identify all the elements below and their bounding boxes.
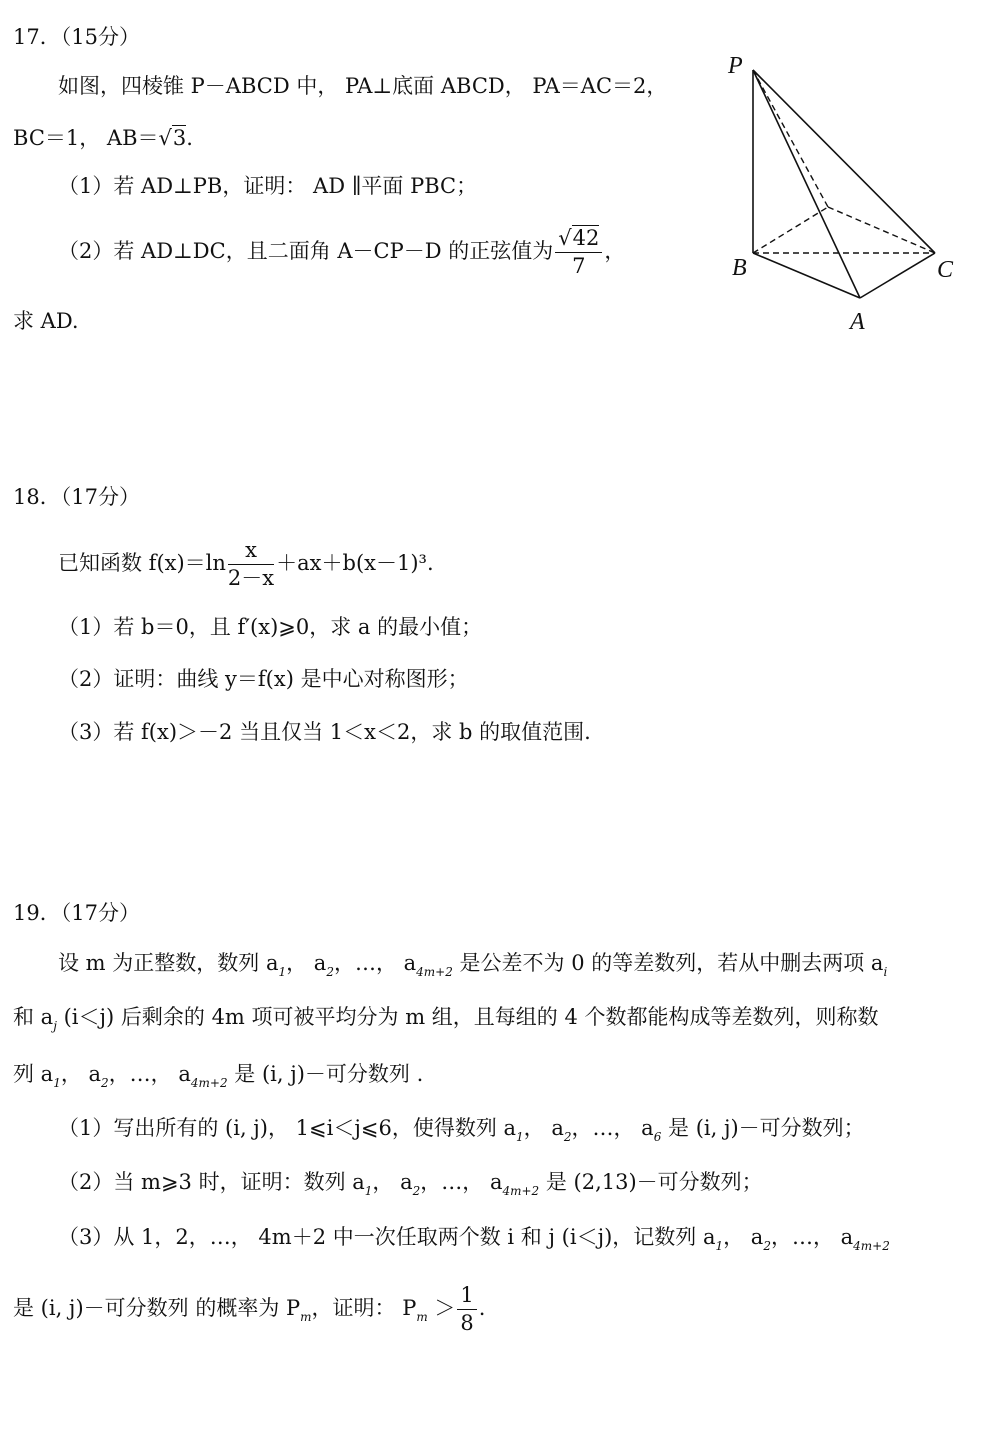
q19-p4-fraction [457, 1285, 476, 1334]
q17-stem-line2 [13, 128, 193, 149]
pyramid-figure [720, 45, 980, 335]
q19-l3-sub2: 2 [101, 1076, 109, 1090]
q17-part2 [58, 228, 625, 277]
q19-l3-c: ，…， a [108, 1062, 191, 1086]
q18-stem-denominator: 2－x [227, 566, 275, 590]
q19-p4-sub2: m [416, 1310, 428, 1324]
q18-stem-fraction [228, 540, 274, 589]
q19-p2-a: （2）当 m⩾3 时，证明：数列 a [58, 1170, 365, 1194]
q19-header: 19．（17分） [13, 901, 140, 925]
q18-part3: （3）若 f(x)＞－2 当且仅当 1＜x＜2，求 b 的取值范围. [58, 720, 591, 744]
q17-part2-end: ， [604, 239, 626, 263]
q19-p2-d: 是 (2,13)－可分数列； [539, 1170, 763, 1194]
q19-l1-a: 设 m 为正整数，数列 a [58, 951, 279, 975]
edge-dc [828, 207, 935, 253]
q19-p1-b: ， a [523, 1116, 564, 1140]
edge-pd [753, 70, 828, 207]
q18-stem [58, 540, 434, 589]
q19-l1-sub3: 4m+2 [416, 965, 453, 979]
q19-p4-c: ＞ [427, 1296, 456, 1320]
q17-header: 17．（15分） [13, 25, 140, 49]
q17-radicand: 3 [172, 126, 187, 150]
q19-p3-c: ，…， a [770, 1225, 854, 1249]
q19-p4-sub1: m [300, 1310, 312, 1324]
q19-l1-sub1: 1 [278, 965, 287, 979]
q19-part2 [58, 1170, 763, 1198]
q19-l3-sub3: 4m+2 [190, 1076, 228, 1090]
q19-p2-b: ， a [372, 1170, 413, 1194]
q19-l3-a: 列 a [13, 1062, 54, 1086]
q19-p4-d: . [478, 1296, 486, 1320]
q19-l1-c: ，…， a [333, 951, 417, 975]
q17-part1: （1）若 AD⊥PB，证明： AD ∥平面 PBC； [58, 174, 478, 198]
q19-l2-sub1: j [53, 1019, 57, 1033]
edge-ac [860, 253, 935, 298]
q17-part2-numerator: 42 [572, 226, 600, 250]
q19-p3-sub2: 2 [763, 1239, 771, 1253]
q18-stem-end: ＋ax＋b(x－1)³. [276, 551, 434, 575]
label-p: P [728, 53, 743, 79]
q17-part2-line2: 求 AD. [13, 309, 79, 333]
edge-pa [753, 70, 860, 298]
q19-l1-b: ， a [286, 951, 327, 975]
q17-part2-denominator: 7 [572, 254, 586, 278]
q19-stem-line1 [58, 951, 888, 979]
sqrt-icon: √ [558, 226, 572, 250]
label-c: C [937, 257, 954, 283]
q17-part2-fraction [555, 228, 602, 277]
edge-pc [753, 70, 935, 253]
q19-part1 [58, 1116, 865, 1144]
q19-l2-a: 和 a [13, 1005, 54, 1029]
q19-stem-line3 [13, 1062, 424, 1090]
q18-stem-text: 已知函数 f(x)＝ln [58, 551, 226, 575]
q19-p4-numerator: 1 [457, 1285, 476, 1310]
q19-p2-sub1: 1 [364, 1184, 373, 1198]
q18-part2: （2）证明：曲线 y＝f(x) 是中心对称图形； [58, 667, 469, 691]
edge-ba [753, 253, 860, 298]
q19-p1-sub1: 1 [516, 1130, 524, 1144]
q19-p2-sub3: 4m+2 [502, 1184, 540, 1198]
q19-l3-b: ， a [60, 1062, 102, 1086]
q19-l2-b: (i＜j) 后剩余的 4m 项可被平均分为 m 组，且每组的 4 个数都能构成等差数列，则称数 [56, 1005, 879, 1029]
q19-part3-line2 [13, 1285, 485, 1334]
q19-part3 [58, 1225, 890, 1253]
q19-p2-sub2: 2 [412, 1184, 421, 1198]
q17-stem-line1: 如图，四棱锥 P－ABCD 中， PA⊥底面 ABCD， PA＝AC＝2， [58, 74, 668, 98]
q17-part2-text: （2）若 AD⊥DC，且二面角 A－CP－D 的正弦值为 [58, 239, 554, 263]
q19-p1-a: （1）写出所有的 (i, j)， 1⩽i＜j⩽6，使得数列 a [58, 1116, 517, 1140]
q19-p3-sub3: 4m+2 [853, 1239, 890, 1253]
q19-l3-d: 是 (i, j)－可分数列 . [227, 1062, 424, 1086]
q18-header: 18．（17分） [13, 485, 140, 509]
q19-p1-sub3: 6 [653, 1130, 662, 1144]
q19-p2-c: ，…， a [420, 1170, 503, 1194]
q19-p1-sub2: 2 [563, 1130, 572, 1144]
q18-stem-numerator: x [228, 540, 274, 565]
q17-stem-line2-text: BC＝1， AB＝ [13, 126, 159, 150]
q19-p4-a: 是 (i, j)－可分数列 的概率为 P [13, 1296, 301, 1320]
q19-stem-line2 [13, 1005, 879, 1033]
q19-p3-sub1: 1 [715, 1239, 724, 1253]
q19-l1-d: 是公差不为 0 的等差数列，若从中删去两项 a [452, 951, 884, 975]
q19-p3-a: （3）从 1，2，…， 4m＋2 中一次任取两个数 i 和 j (i＜j)，记数列 a [58, 1225, 716, 1249]
q19-l1-sub2: 2 [326, 965, 334, 979]
q19-p3-b: ， a [723, 1225, 764, 1249]
sqrt-icon: √ [158, 126, 172, 150]
q19-p1-c: ，…， a [571, 1116, 654, 1140]
label-a: A [850, 309, 865, 335]
q17-stem-line2-end: . [186, 126, 193, 150]
q19-l3-sub1: 1 [53, 1076, 61, 1090]
label-b: B [732, 255, 747, 281]
q19-p4-b: ，证明： P [311, 1296, 417, 1320]
edge-bd [753, 207, 828, 253]
q18-part1: （1）若 b＝0，且 f′(x)⩾0，求 a 的最小值； [58, 615, 483, 639]
q19-l1-sub4: i [883, 965, 888, 979]
q19-p4-denominator: 8 [460, 1311, 474, 1335]
q19-p1-d: 是 (i, j)－可分数列； [661, 1116, 865, 1140]
